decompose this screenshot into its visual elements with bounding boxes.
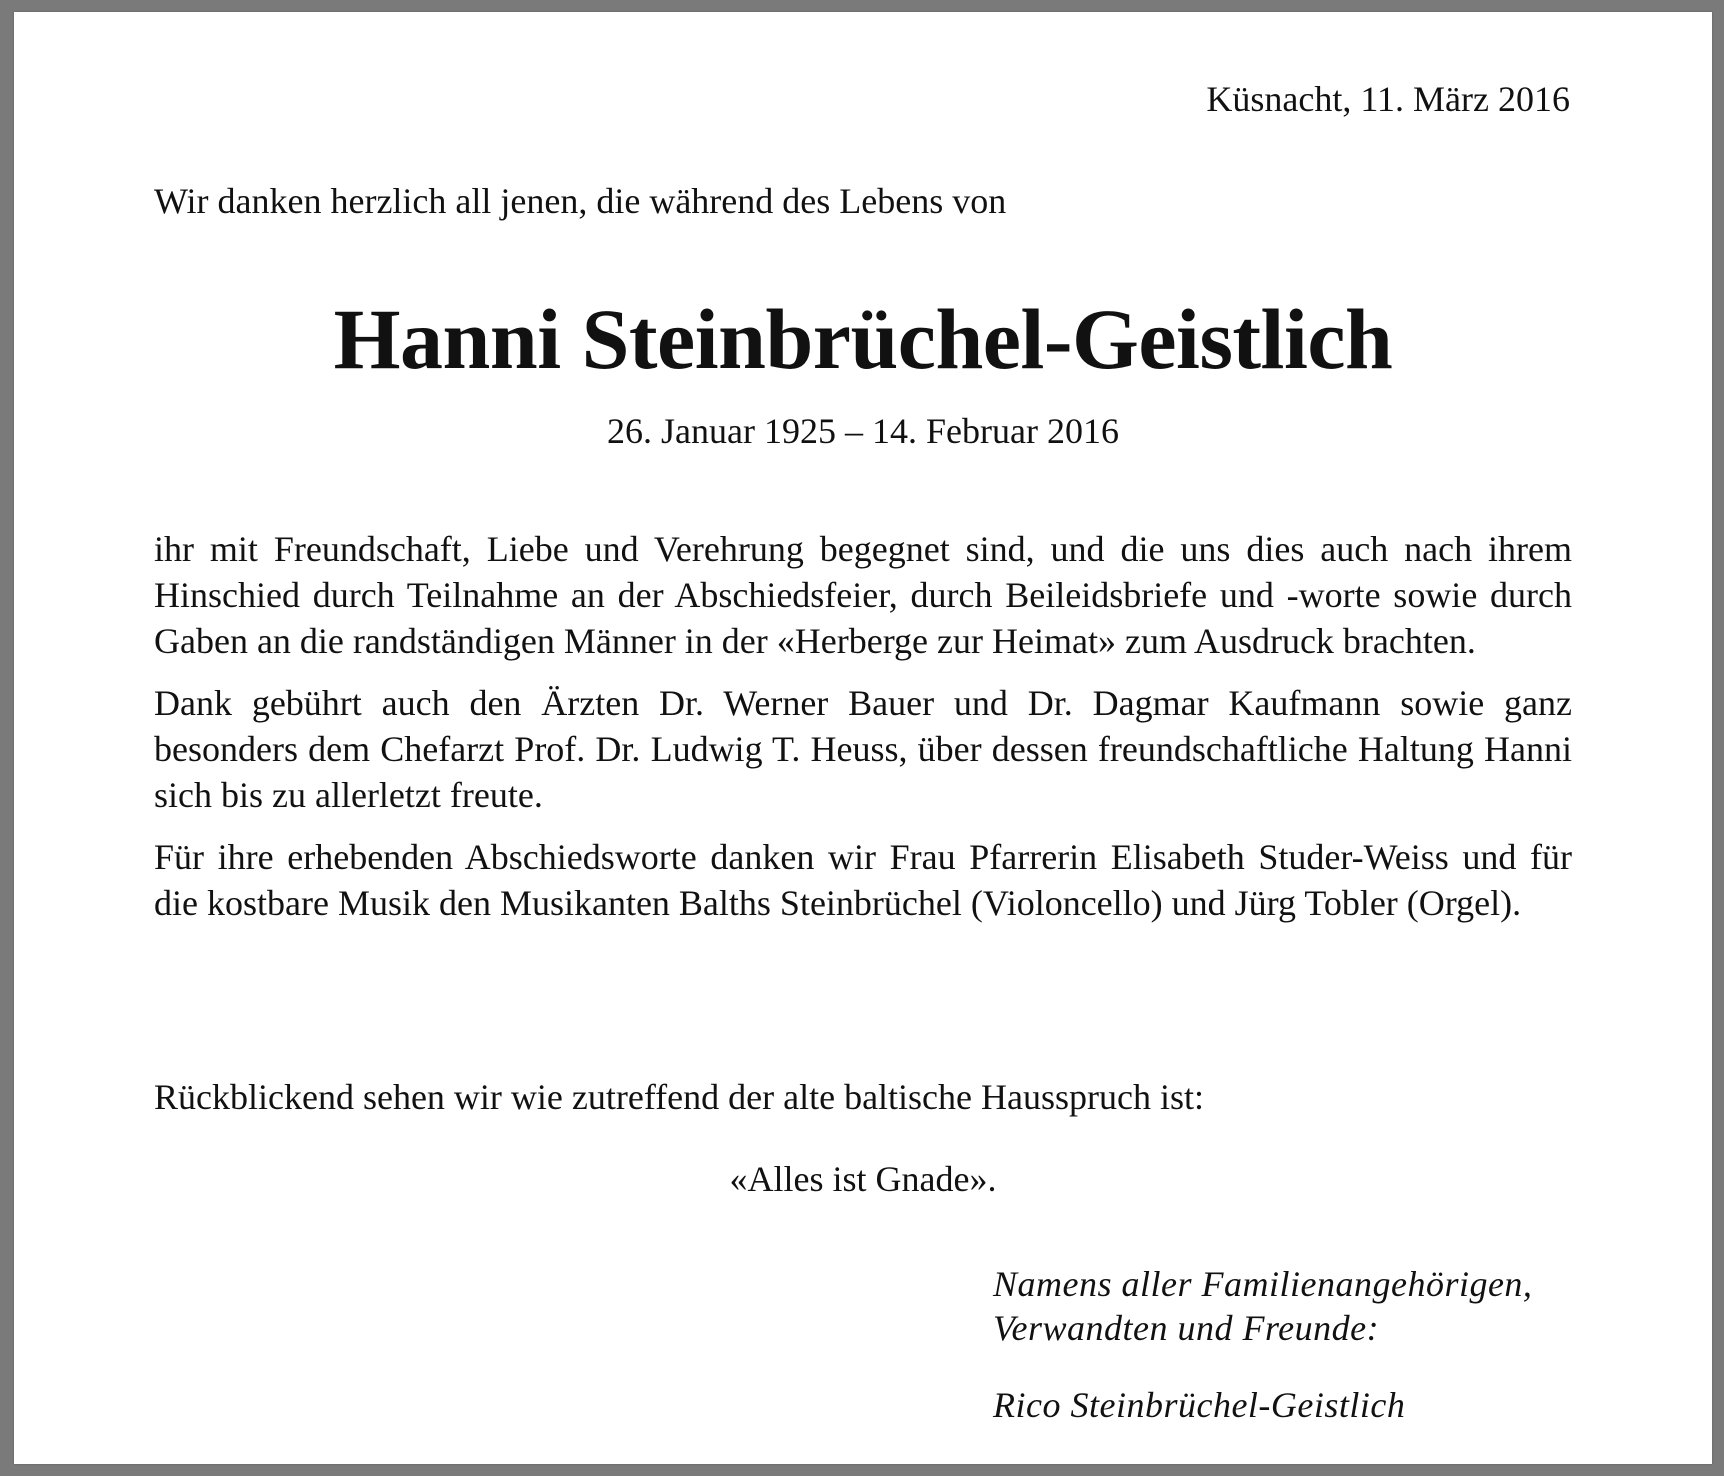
notice-page	[14, 12, 1712, 1464]
paragraph-gratitude: ihr mit Freundschaft, Liebe und Verehrung begegnet sind, und die uns dies auch nach ihrem Hinschied durch Teilnahme an der Abschiedsfeier, durch Beileidsbriefe und -worte sowie durch Gaben an die randständigen Männer in der «Herberge zur Heimat» zum Ausdruck brachten.	[154, 529, 1572, 661]
signature: Rico Steinbrüchel-Geistlich	[993, 1385, 1406, 1425]
paragraph-doctors: Dank gebührt auch den Ärzten Dr. Werner Bauer und Dr. Dagmar Kaufmann sowie ganz besonders dem Chefarzt Prof. Dr. Ludwig T. Heuss, über dessen freundschaftliche Haltung Hanni sich bis zu allerletzt freute.	[154, 683, 1572, 815]
closing-formula	[993, 1262, 1532, 1350]
body-text	[154, 526, 1572, 942]
closing-line-1: Namens aller Familienangehörigen,	[993, 1264, 1533, 1304]
reflection-line: Rückblickend sehen wir wie zutreffend der alte baltische Hausspruch ist:	[154, 1077, 1204, 1117]
paragraph-ceremony: Für ihre erhebenden Abschiedsworte danken wir Frau Pfarrerin Elisabeth Studer-Weiss und für die kostbare Musik den Musikanten Balths Steinbrüchel (Violoncello) und Jürg Tobler (Orgel).	[154, 837, 1572, 923]
deceased-name: Hanni Steinbrüchel-Geistlich	[333, 291, 1393, 387]
intro-line: Wir danken herzlich all jenen, die während des Lebens von	[154, 181, 1007, 221]
place-date: Küsnacht, 11. März 2016	[1206, 79, 1570, 119]
motto: «Alles ist Gnade».	[729, 1159, 997, 1199]
closing-line-2: Verwandten und Freunde:	[993, 1308, 1380, 1348]
lifespan-dates: 26. Januar 1925 – 14. Februar 2016	[607, 411, 1119, 451]
